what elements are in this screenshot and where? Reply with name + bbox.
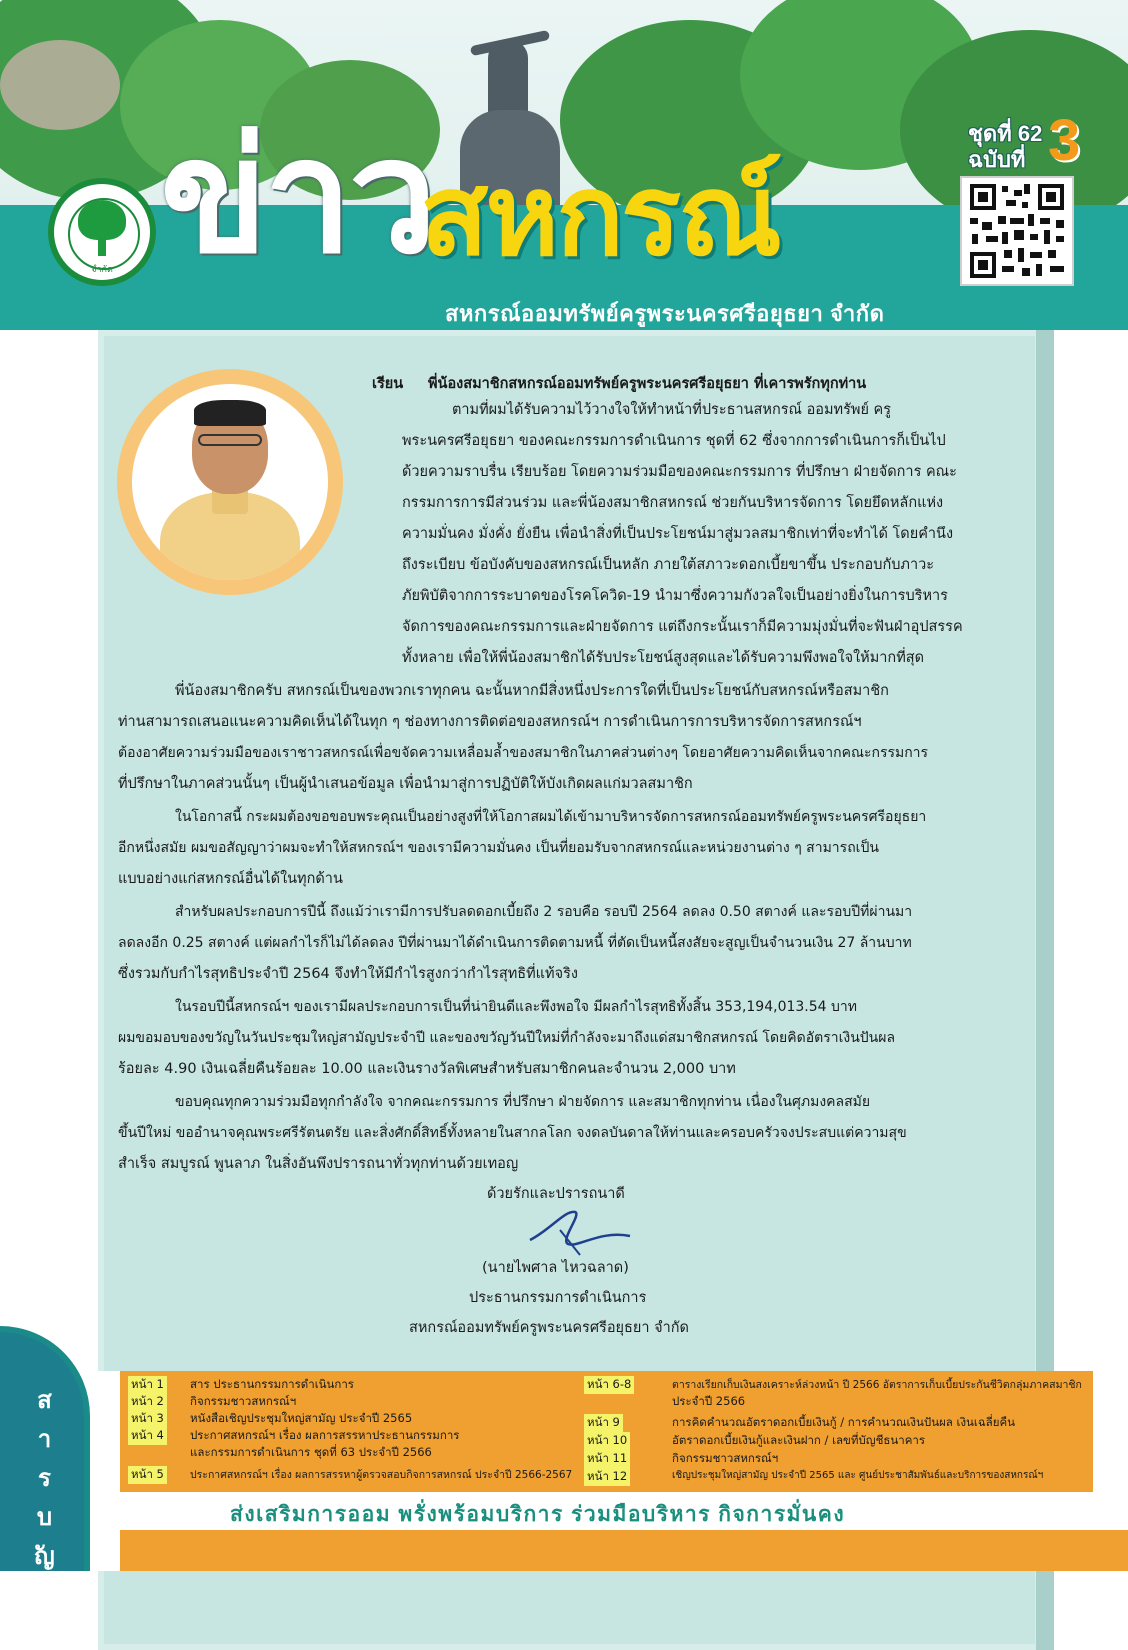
letter-line: พี่น้องสมาชิกครับ สหกรณ์เป็นของพวกเราทุกคน ฉะนั้นหากมีสิ่งหนึ่งประการใดที่เป็นประโยชน์กับสหกรณ์หรือสมาชิก — [175, 683, 889, 699]
toc-entry[interactable]: อัตราดอกเบี้ยเงินกู้และเงินฝาก / เลขที่บัญชีธนาคาร — [672, 1433, 926, 1447]
toc-entry[interactable]: การคิดคำนวณอัตราดอกเบี้ยเงินกู้ / การคำนวณเงินปันผล เงินเฉลี่ยคืน — [672, 1415, 1016, 1429]
issue-label: ฉบับที่ — [968, 147, 1026, 172]
cooperative-logo-icon — [48, 178, 156, 286]
slogan: ส่งเสริมการออม พรั่งพร้อมบริการ ร่วมมือบริหาร กิจการมั่นคง — [230, 1503, 846, 1526]
toc-entry[interactable]: กิจกรรมชาวสหกรณ์ฯ — [672, 1451, 779, 1465]
toc-page[interactable]: หน้า 12 — [584, 1468, 630, 1486]
toc-page[interactable]: หน้า 1 — [128, 1376, 167, 1394]
letter-line: ผมขอมอบของขวัญในวันประชุมใหญ่สามัญประจำปี และของขวัญวันปีใหม่ที่กำลังจะมาถึงแด่สมาชิกสหกรณ์ โดยคิดอัตราเงินปันผล — [118, 1030, 896, 1046]
signer-title: ประธานกรรมการดำเนินการ — [469, 1290, 647, 1306]
toc-entry[interactable]: หนังสือเชิญประชุมใหญ่สามัญ ประจำปี 2565 — [190, 1411, 413, 1425]
toc-page[interactable]: หน้า 9 — [584, 1414, 623, 1432]
letter-line: ในโอกาสนี้ กระผมต้องขอขอบพระคุณเป็นอย่างสูงที่ให้โอกาสผมได้เข้ามาบริหารจัดการสหกรณ์ออมทรัพย์ครูพระนครศรีอยุธยา — [175, 809, 927, 825]
issue-series: ชุดที่ 62 — [968, 121, 1043, 146]
toc-entry[interactable]: และกรรมการดำเนินการ ชุดที่ 63 ประจำปี 2566 — [190, 1445, 432, 1459]
toc-heading: สารบัญ — [30, 1380, 57, 1575]
letter-line: สำเร็จ สมบูรณ์ พูนลาภ ในสิ่งอันพึงปรารถนาทั่วทุกท่านด้วยเทอญ — [118, 1156, 519, 1172]
letter-line: ที่ปรึกษาในภาคส่วนนั้นๆ เป็นผู้นำเสนอข้อมูล เพื่อนำมาสู่การปฏิบัติให้บังเกิดผลแก่มวลสมาชิก — [118, 776, 693, 792]
toc-page[interactable]: หน้า 10 — [584, 1432, 630, 1450]
signoff: ด้วยรักและปรารถนาดี — [487, 1186, 625, 1202]
toc-page[interactable]: หน้า 4 — [128, 1427, 167, 1445]
salutation-text: พี่น้องสมาชิกสหกรณ์ออมทรัพย์ครูพระนครศรีอยุธยา ที่เคารพรักทุกท่าน — [428, 376, 867, 392]
toc-page[interactable]: หน้า 2 — [128, 1393, 167, 1411]
masthead-title-news: ข่าว — [160, 109, 434, 285]
letter-line: ซึ่งรวมกับกำไรสุทธิประจำปี 2564 จึงทำให้มีกำไรสูงกว่ากำไรสุทธิที่แท้จริง — [118, 966, 578, 982]
letter-line: ต้องอาศัยความร่วมมือของเราชาวสหกรณ์เพื่อขจัดความเหลื่อมล้ำของสมาชิกในภาคส่วนต่างๆ โดยอาศัยความคิดเห็นจากคณะกรรมการ — [118, 745, 929, 761]
toc-entry[interactable]: เชิญประชุมใหญ่สามัญ ประจำปี 2565 และ ศูนย์ประชาสัมพันธ์และบริการของสหกรณ์ฯ — [672, 1470, 1044, 1481]
letter-line: ทั้งหลาย เพื่อให้พี่น้องสมาชิกได้รับประโยชน์สูงสุดและได้รับความพึงพอใจให้มากที่สุด — [402, 650, 925, 666]
letter-line: จัดการของคณะกรรมการและฝ่ายจัดการ แต่ถึงกระนั้นเราก็มีความมุ่งมั่นที่จะฟันฝ่าอุปสรรค — [402, 619, 963, 635]
signer-org: สหกรณ์ออมทรัพย์ครูพระนครศรีอยุธยา จำกัด — [409, 1320, 689, 1336]
masthead-title-coop: สหกรณ์ — [420, 153, 780, 278]
letter-line: ภัยพิบัติจากการระบาดของโรคโควิด-19 นำมาซึ่งความกังวลใจเป็นอย่างยิ่งในการบริหาร — [402, 588, 948, 604]
issue-number: 3 — [1048, 108, 1081, 173]
letter-line: แบบอย่างแก่สหกรณ์อื่นได้ในทุกด้าน — [118, 871, 343, 887]
toc-entry[interactable]: ประจำปี 2566 — [672, 1394, 746, 1408]
letter-line: ท่านสามารถเสนอแนะความคิดเห็นได้ในทุก ๆ ช่องทางการติดต่อของสหกรณ์ฯ การดำเนินการการบริหารจัดการสหกรณ์ฯ — [118, 714, 862, 730]
letter-line: ลดลงอีก 0.25 สตางค์ แต่ผลกำไรก็ไม่ได้ลดลง ปีที่ผ่านมาได้ดำเนินการติดตามหนี้ ที่ตัดเป็นหนี้สงสัยจะสูญเป็นจำนวนเงิน 27 ล้านบาท — [118, 935, 912, 951]
qr-code-icon[interactable] — [960, 176, 1074, 286]
chairman-photo — [132, 384, 328, 580]
toc-page[interactable]: หน้า 11 — [584, 1450, 630, 1468]
letter-line: กรรมการการมีส่วนร่วม และพี่น้องสมาชิกสหกรณ์ ช่วยกันบริหารจัดการ โดยยึดหลักแห่ง — [402, 495, 944, 511]
letter-line: อีกหนึ่งสมัย ผมขอสัญญาว่าผมจะทำให้สหกรณ์ฯ ของเรามีความมั่นคง เป็นที่ยอมรับจากสหกรณ์และหน่วยงานต่าง ๆ สามารถเป็น — [118, 840, 879, 856]
toc-entry[interactable]: สาร ประธานกรรมการดำเนินการ — [190, 1377, 354, 1391]
letter-line: ถึงระเบียบ ข้อบังคับของสหกรณ์เป็นหลัก ภายใต้สภาวะดอกเบี้ยขาขึ้น ประกอบกับภาวะ — [402, 557, 935, 573]
letter-line: ด้วยความราบรื่น เรียบร้อย โดยความร่วมมือของคณะกรรมการ ที่ปรึกษา ฝ่ายจัดการ คณะ — [402, 464, 957, 480]
logo-text: จำกัด — [91, 265, 113, 275]
coop-name: สหกรณ์ออมทรัพย์ครูพระนครศรีอยุธยา จำกัด — [445, 301, 885, 326]
letter-line: พระนครศรีอยุธยา ของคณะกรรมการดำเนินการ ชุดที่ 62 ซึ่งจากการดำเนินการก็เป็นไป — [402, 433, 946, 449]
letter-line: ขึ้นปีใหม่ ขออำนาจคุณพระศรีรัตนตรัย และสิ่งศักดิ์สิทธิ์ทั้งหลายในสากลโลก จงดลบันดาลให้ท่านและครอบครัวจงประสบแต่ความสุข — [118, 1125, 907, 1141]
toc-entry[interactable]: กิจกรรมชาวสหกรณ์ฯ — [190, 1394, 297, 1408]
signature — [520, 1200, 640, 1260]
letter-line: ขอบคุณทุกความร่วมมือทุกกำลังใจ จากคณะกรรมการ ที่ปรึกษา ฝ่ายจัดการ และสมาชิกทุกท่าน เนื่องในศุภมงคลสมัย — [175, 1094, 871, 1110]
letter-line: ในรอบปีนี้สหกรณ์ฯ ของเรามีผลประกอบการเป็นที่น่ายินดีและพึงพอใจ มีผลกำไรสุทธิทั้งสิ้น 353,194,013.54 บาท — [175, 999, 857, 1015]
letter-line: สำหรับผลประกอบการปีนี้ ถึงแม้ว่าเรามีการปรับลดดอกเบี้ยถึง 2 รอบคือ รอบปี 2564 ลดลง 0.50 สตางค์ และรอบปีที่ผ่านมา — [175, 904, 913, 920]
toc-entry[interactable]: ประกาศสหกรณ์ฯ เรื่อง ผลการสรรหาประธานกรรมการ — [190, 1428, 460, 1442]
letter-line: ร้อยละ 4.90 เงินเฉลี่ยคืนร้อยละ 10.00 และเงินรางวัลพิเศษสำหรับสมาชิกคนละจำนวน 2,000 บาท — [118, 1061, 736, 1077]
letter-line: ตามที่ผมได้รับความไว้วางใจให้ทำหน้าที่ประธานสหกรณ์ ออมทรัพย์ ครู — [452, 402, 892, 418]
toc-page[interactable]: หน้า 3 — [128, 1410, 167, 1428]
toc-entry[interactable]: ประกาศสหกรณ์ฯ เรื่อง ผลการสรรหาผู้ตรวจสอบกิจการสหกรณ์ ประจำปี 2566-2567 — [190, 1469, 573, 1481]
toc-entry[interactable]: ตารางเรียกเก็บเงินสงเคราะห์ล่วงหน้า ปี 2566 อัตราการเก็บเบี้ยประกันชีวิตกลุ่มภาคสมาชิก — [672, 1379, 1082, 1391]
signer-name: (นายไพศาล ไหวฉลาด) — [482, 1260, 629, 1276]
salutation-label: เรียน — [372, 376, 404, 392]
footer-bar — [120, 1530, 1128, 1571]
letter-line: ความมั่นคง มั่งคั่ง ยั่งยืน เพื่อนำสิ่งที่เป็นประโยชน์มาสู่มวลสมาชิกเท่าที่จะทำได้ โดยคำนึง — [402, 526, 954, 542]
toc-page[interactable]: หน้า 6-8 — [584, 1376, 634, 1394]
toc-page[interactable]: หน้า 5 — [128, 1466, 167, 1484]
